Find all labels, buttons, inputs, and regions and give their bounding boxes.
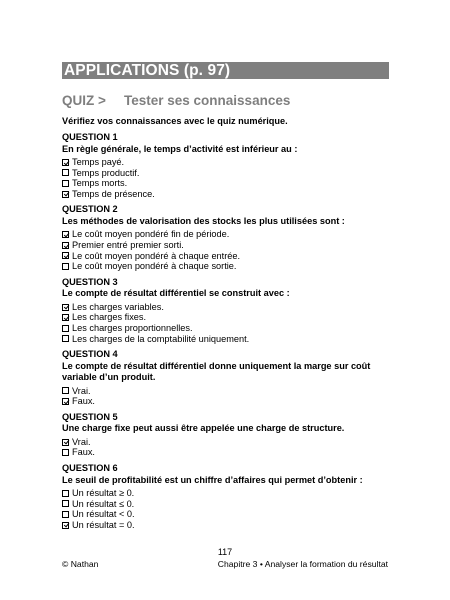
answer-option[interactable] — [62, 386, 389, 397]
answer-label: Vrai. — [72, 436, 91, 447]
question-heading: QUESTION 4 — [62, 349, 118, 360]
checked-box-icon[interactable] — [62, 231, 69, 238]
checked-box-icon[interactable] — [62, 304, 69, 311]
empty-box-icon[interactable] — [62, 500, 69, 507]
answer-option[interactable] — [62, 312, 389, 323]
question-list — [62, 132, 389, 530]
answer-label: Un résultat ≤ 0. — [72, 498, 135, 509]
answer-options — [62, 302, 389, 344]
checked-box-icon[interactable] — [62, 522, 69, 529]
quiz-title: Tester ses connaissances — [124, 93, 291, 108]
answer-label: Le coût moyen pondéré à chaque sortie. — [72, 261, 237, 272]
answer-option[interactable] — [62, 251, 389, 262]
answer-label: Les charges fixes. — [72, 312, 147, 323]
question-heading: QUESTION 6 — [62, 463, 118, 473]
answer-label: Faux. — [72, 447, 95, 458]
answer-label: Temps payé. — [72, 157, 125, 167]
answer-label: Premier entré premier sorti. — [72, 239, 184, 250]
checked-box-icon[interactable] — [62, 191, 69, 198]
answer-options — [62, 488, 389, 530]
question-block — [62, 463, 389, 530]
answer-label: Faux. — [72, 396, 95, 407]
answer-options — [62, 157, 389, 199]
question-block — [62, 349, 389, 407]
answer-option[interactable] — [62, 157, 389, 168]
question-text: Les méthodes de valorisation des stocks les plus utilisées sont : — [62, 215, 345, 226]
answer-options — [62, 386, 389, 407]
answer-option[interactable] — [62, 447, 389, 458]
answer-label: Les charges proportionnelles. — [72, 322, 193, 333]
answer-option[interactable] — [62, 261, 389, 272]
checked-box-icon[interactable] — [62, 252, 69, 259]
empty-box-icon[interactable] — [62, 325, 69, 332]
empty-box-icon[interactable] — [62, 169, 69, 176]
checked-box-icon[interactable] — [62, 314, 69, 321]
answer-label: Un résultat ≥ 0. — [72, 488, 135, 498]
question-text: Le seuil de profitabilité est un chiffre d’affaires qui permet d’obtenir : — [62, 474, 363, 485]
answer-option[interactable] — [62, 396, 389, 407]
quiz-label: QUIZ > — [62, 93, 106, 108]
question-block — [62, 277, 389, 344]
quiz-intro: Vérifiez vos connaissances avec le quiz numérique. — [62, 116, 288, 126]
page-content — [62, 62, 389, 530]
answer-options — [62, 229, 389, 271]
answer-label: Vrai. — [72, 385, 91, 396]
answer-label: Temps de présence. — [72, 188, 155, 199]
answer-option[interactable] — [62, 509, 389, 520]
answer-option[interactable] — [62, 229, 389, 240]
quiz-header — [62, 93, 389, 109]
question-text: Le compte de résultat différentiel donne uniquement la marge sur coût variable d’un produit. — [62, 360, 371, 383]
question-text: Le compte de résultat différentiel se construit avec : — [62, 288, 290, 299]
answer-option[interactable] — [62, 520, 389, 531]
answer-label: Le coût moyen pondéré fin de période. — [72, 229, 230, 240]
copyright-text: © Nathan — [62, 559, 99, 569]
question-block — [62, 204, 389, 271]
answer-option[interactable] — [62, 240, 389, 251]
question-text: En règle générale, le temps d’activité est inférieur au : — [62, 143, 298, 154]
question-text: Une charge fixe peut aussi être appelée une charge de structure. — [62, 423, 345, 434]
answer-option[interactable] — [62, 488, 389, 499]
section-banner: APPLICATIONS (p. 97) — [62, 62, 389, 79]
question-block — [62, 132, 389, 199]
checked-box-icon[interactable] — [62, 439, 69, 446]
answer-label: Un résultat < 0. — [72, 509, 135, 520]
answer-option[interactable] — [62, 189, 389, 200]
chapter-footer: Chapitre 3 • Analyser la formation du résultat — [217, 559, 388, 569]
answer-option[interactable] — [62, 334, 389, 345]
empty-box-icon[interactable] — [62, 511, 69, 518]
answer-option[interactable] — [62, 178, 389, 189]
page-number: 117 — [217, 547, 233, 557]
empty-box-icon[interactable] — [62, 335, 69, 342]
answer-label: Les charges de la comptabilité uniquement. — [72, 333, 250, 344]
answer-label: Temps productif. — [72, 167, 140, 178]
empty-box-icon[interactable] — [62, 387, 69, 394]
answer-label: Les charges variables. — [72, 301, 164, 312]
question-heading: QUESTION 1 — [62, 132, 118, 142]
answer-label: Temps morts. — [72, 178, 128, 189]
question-heading: QUESTION 2 — [62, 204, 118, 215]
answer-option[interactable] — [62, 168, 389, 179]
answer-option[interactable] — [62, 437, 389, 448]
question-block — [62, 412, 389, 458]
question-heading: QUESTION 3 — [62, 276, 118, 287]
checked-box-icon[interactable] — [62, 159, 69, 166]
answer-label: Le coût moyen pondéré à chaque entrée. — [72, 250, 241, 261]
question-heading: QUESTION 5 — [62, 411, 118, 422]
checked-box-icon[interactable] — [62, 398, 69, 405]
answer-label: Un résultat = 0. — [72, 519, 135, 530]
answer-options — [62, 437, 389, 458]
answer-option[interactable] — [62, 323, 389, 334]
answer-option[interactable] — [62, 499, 389, 510]
empty-box-icon[interactable] — [62, 263, 69, 270]
checked-box-icon[interactable] — [62, 242, 69, 249]
empty-box-icon[interactable] — [62, 449, 69, 456]
empty-box-icon[interactable] — [62, 490, 69, 497]
empty-box-icon[interactable] — [62, 180, 69, 187]
answer-option[interactable] — [62, 302, 389, 313]
